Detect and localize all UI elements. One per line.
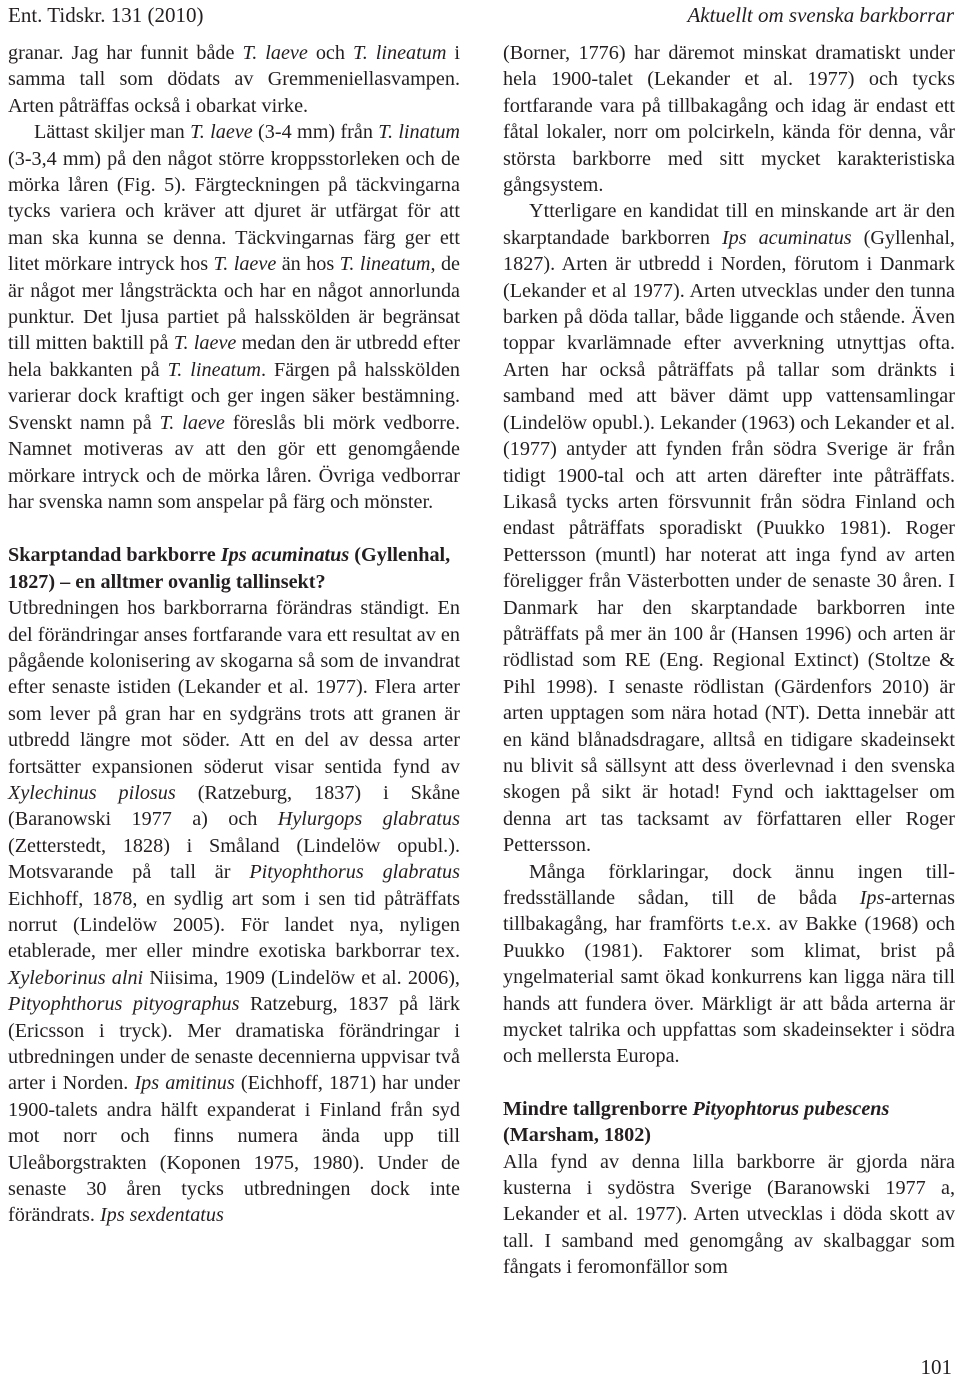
italic-run: T. laeve	[213, 253, 277, 276]
italic-run: Ips	[859, 887, 885, 909]
italic-run: T. laeve	[173, 332, 237, 355]
italic-run: T. lineatum	[339, 253, 431, 276]
paragraph: Ytterligare en kandidat till en minskande art är den skarptandade barkborren Ips acuminatus (Gyllenhal, 1827). Arten är utbredd i Norden, förutom i Danmark (Lekander et al 1977). Arten utvecklas under den tunna barken på döda tallar, både liggande och stående. Även toppar kvarlämnade efter avverkning utnyttjas ofta. Arten har också påträffats på tallar som dränkts i samband med att bäver dämt upp vattensamlingar (Lindelöw opubl.). Lekander (1963) och Lekander et al. (1977) antyder att fynden från södra Sverige är från tidigt 1900-tal och att arten därefter inte påträffats. Likaså tycks arten försvunnit från södra Finland och endast påträffats sporadiskt (Puukko 1981). Roger Pettersson (muntl) har noterat att inga fynd av arten föreligger från Västerbotten under de senaste 30 åren. I Danmark har den skarptandade barkborren inte påträffats på mer än 100 år (Hansen 1996) och arten är rödlistad som RE (Eng. Regional Extinct) (Stoltze & Pihl 1998). I senaste rödlistan (Gärdenfors 2010) är arten upptagen som nära hotad (NT). Detta innebär att en känd blånadsdragare, alltså en tidigare skadeinsekt nu blivit så sällsynt att dess överlevnad i den svenska skogen på sikt är hotad! Fynd och iakttagelser om denna art tas tacksamt av författaren eller Roger Pettersson.	[503, 200, 955, 857]
italic-run: Xylechinus pilosus	[8, 781, 176, 804]
right-column	[503, 40, 955, 1281]
italic-run: Ips sexdentatus	[99, 1204, 224, 1227]
italic-run: T. lineatum	[352, 42, 447, 64]
italic-run: T. lineatum	[167, 358, 261, 381]
italic-run: T. linatum	[378, 121, 461, 144]
italic-run: Pityophthorus pityographus	[8, 993, 240, 1016]
italic-run: T. laeve	[242, 42, 308, 64]
paragraph: granar. Jag har funnit både T. laeve och T. lineatum i samma tall som dödats av Gremmeniellasvampen. Arten påträffas också i obarkat virke.	[8, 42, 461, 117]
italic-run: Pityophtorus pubescens	[692, 1097, 890, 1120]
paragraph: Lättast skiljer man T. laeve (3-4 mm) från T. linatum (3-3,4 mm) på den något större kroppsstorleken och de mörka låren (Fig. 5). Färgteckningen på täckvingarna tycks variera och kräver att djuret är utfärgat för att man ska kunna se denna. Täckvingarnas färg ger ett litet mörkare intryck hos T. laeve än hos T. lineatum, de är något mer långsträckta och har en något annorlunda punktur. Det ljusa partiet på halsskölden är begränsat till mitten baktill på T. laeve medan den är utbredd efter hela bakkanten på T. lineatum. Färgen på halsskölden varierar dock kraftigt och ger ingen säker bestämning. Svenskt namn på T. laeve föreslås bli mörk vedborre. Namnet motiveras av att den gör ett genomgående mörkare intryck och de mörka låren. Övriga vedborrar har svenska namn som anspelar på färg och mönster.	[8, 121, 461, 513]
paragraph: Utbredningen hos barkborrarna förändras ständigt. En del förändringar anses fortfarande vara ett resultat av en pågående kolonisering av skogarna så som de invandrat efter senaste istiden (Lekander et al. 1977). Flera arter som lever på gran har en sydgräns trots att granen är utbredd längre mot söder. Att en del av dessa arter fortsätter expansionen söderut visar sentida fynd av Xylechinus pilosus (Ratzeburg, 1837) i Skåne (Baranowski 1977 a) och Hylurgops glabratus (Zetterstedt, 1828) i Småland (Lindelöw opubl.). Motsvarande på tall är Pityophthorus glabratus Eichhoff, 1878, en sydlig art som i sen tid påträffats norrut (Lindelöw 2005). För landet nya, nyligen etablerade, mer eller mindre exotiska barkborrar tex. Xyleborinus alni Niisima, 1909 (Lindelöw et al. 2006), Pityophthorus pityographus Ratzeburg, 1837 på lärk (Ericsson i tryck). Mer dramatiska förändringar i utbredningen under de senaste decennierna uppvisar två arter i Norden. Ips amitinus (Eichhoff, 1871) har under 1900-talets andra hälft expanderat i Finland från syd mot norr och finns numera ända upp till Uleåborgstrakten (Koponen 1975, 1980). Under de senaste 30 åren tycks utbredningen dock inte förändrats. Ips sexdentatus	[8, 597, 461, 1227]
italic-run: Ips acuminatus	[721, 226, 852, 249]
italic-run: Hylurgops glabratus	[277, 808, 460, 831]
italic-run: T. laeve	[190, 121, 253, 144]
italic-run: Xyleborinus alni	[8, 966, 144, 989]
journal-reference: Ent. Tidskr. 131 (2010)	[8, 3, 204, 27]
paragraph: Alla fynd av denna lilla barkborre är gjorda nära kusterna i sydöstra Sverige (Baranowski 1977 a, Lekander et al. 1977). Arten utvecklas i döda skott av tall. I samband med genomgång av skalbaggar som fångats i feromonfällor som	[503, 1150, 955, 1279]
italic-run: Ips amitinus	[134, 1072, 235, 1095]
section-title: Aktuellt om svenska barkborrar	[687, 3, 954, 27]
section-heading: Skarptandad barkborre Ips acuminatus (Gyllenhal, 1827) – en alltmer ovanlig tallinsekt?	[8, 544, 451, 593]
section-heading: Mindre tallgrenborre Pityophtorus pubescens (Marsham, 1802)	[503, 1097, 890, 1147]
italic-run: T. laeve	[159, 411, 225, 434]
left-column	[8, 40, 460, 1229]
italic-run: Pityophthorus glabratus	[249, 861, 460, 884]
italic-run: Ips acuminatus	[220, 544, 350, 567]
paragraph: (Borner, 1776) har däremot minskat dramatiskt under hela 1900-talet (Lekander et al. 1977) och tycks fortfarande vara på tillbakagång och idag är endast ett fåtal lokaler, norr om polcirkeln, kända för denna, vår största barkborre med sitt mycket karakteristiska gångsystem.	[503, 42, 955, 197]
paragraph: Många förklaringar, dock ännu ingen tillfredsställande sådan, till de båda Ips-arternas tillbakagång, har framförts t.e.x. av Bakke (1968) och Puukko (1981). Faktorer som klimat, brist på yngelmaterial samt ökad konkurrens kan ligga nära till hands att fundera över. Märkligt är att båda arterna är mycket talrika och uppfattas som skadeinsekter i södra och mellersta Europa.	[503, 860, 955, 1068]
page-number: 101	[920, 1355, 952, 1379]
